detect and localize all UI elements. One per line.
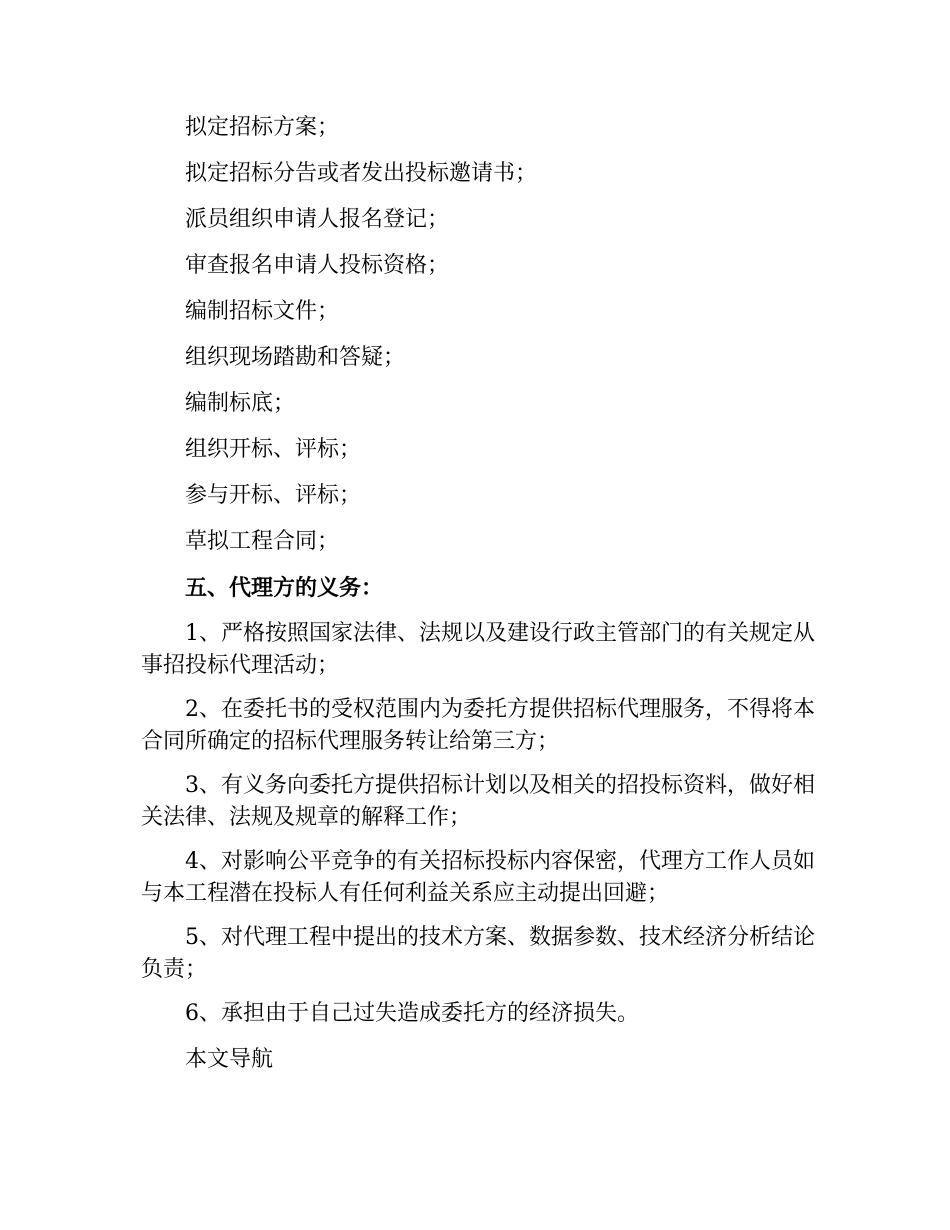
list-item: 派员组织申请人报名登记； (185, 207, 450, 232)
obligation-paragraph: 1、严格按照国家法律、法规以及建设行政主管部门的有关规定从事招投标代理活动； (141, 621, 815, 678)
list-item: 组织现场踏勘和答疑； (185, 345, 406, 370)
list-item: 草拟工程合同； (185, 529, 340, 554)
list-item: 拟定招标分告或者发出投标邀请书； (185, 161, 538, 186)
obligation-paragraph: 4、对影响公平竞争的有关招标投标内容保密，代理方工作人员如与本工程潜在投标人有任何利益关系应主动提出回避； (141, 849, 815, 906)
obligation-paragraph: 6、承担由于自己过失造成委托方的经济损失。 (185, 1001, 639, 1026)
list-item: 拟定招标方案； (185, 115, 340, 140)
list-item: 组织开标、评标； (185, 437, 362, 462)
list-item: 编制标底； (185, 391, 296, 416)
obligation-paragraph: 5、对代理工程中提出的技术方案、数据参数、技术经济分析结论负责； (141, 925, 815, 982)
document-body (141, 110, 831, 1078)
article-navigation-label: 本文导航 (185, 1047, 274, 1072)
section-heading: 五、代理方的义务： (185, 575, 384, 601)
list-item: 审查报名申请人投标资格； (185, 253, 450, 278)
list-item: 参与开标、评标； (185, 483, 362, 508)
obligation-paragraph: 2、在委托书的受权范围内为委托方提供招标代理服务，不得将本合同所确定的招标代理服务转让给第三方； (141, 697, 815, 754)
obligation-paragraph: 3、有义务向委托方提供招标计划以及相关的招投标资料，做好相关法律、法规及规章的解释工作； (141, 773, 815, 830)
list-item: 编制招标文件； (185, 299, 340, 324)
